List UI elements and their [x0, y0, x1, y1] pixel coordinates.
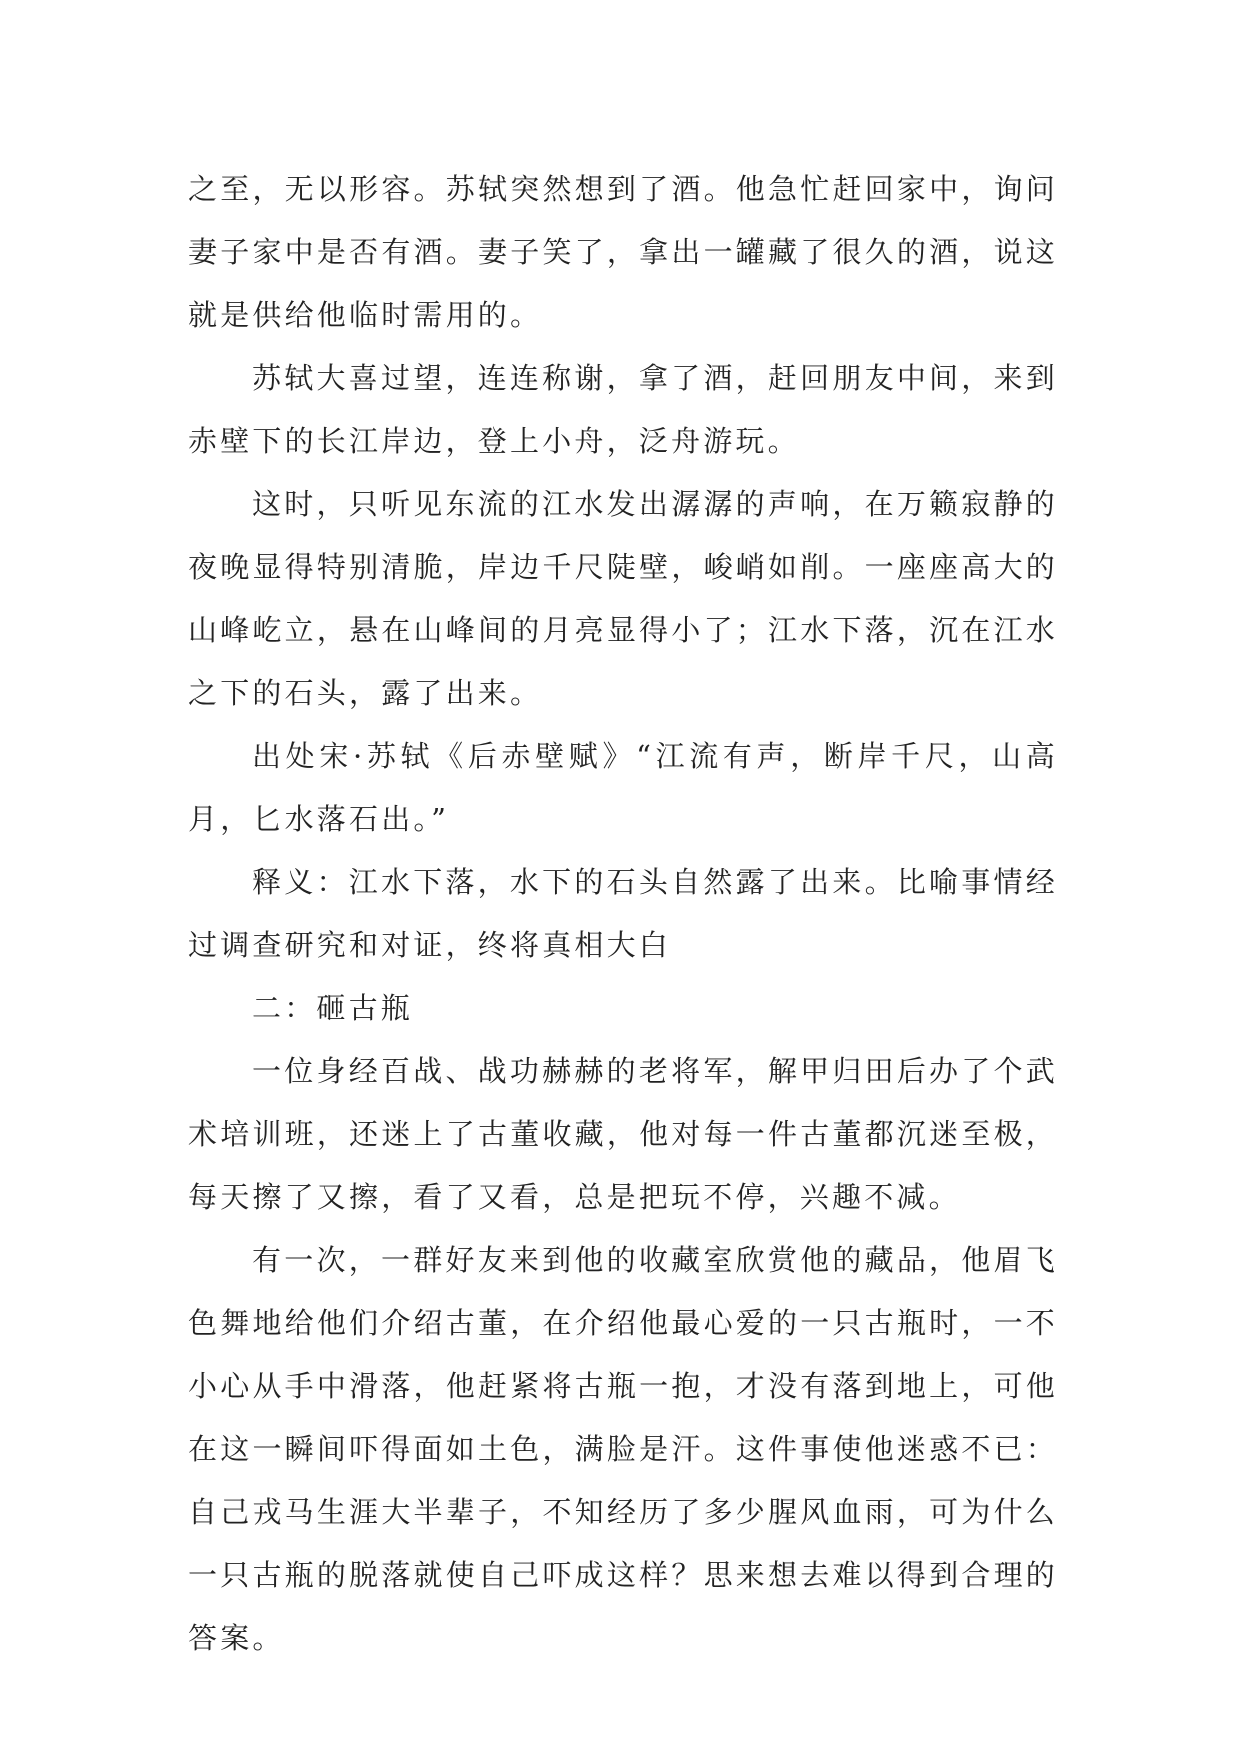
section-heading: 二：砸古瓶 [252, 991, 414, 1025]
document-body [188, 158, 1058, 1670]
paragraph-5-definition: 释义：江水下落，水下的石头自然露了出来。比喻事情经过调查研究和对证，终将真相大白 [188, 865, 1058, 962]
paragraph-4-source: 出处宋·苏轼《后赤壁赋》“江流有声，断岸千尺，山高月，匕水落石出。” [188, 739, 1058, 836]
paragraph-8: 有一次，一群好友来到他的收藏室欣赏他的藏品，他眉飞色舞地给他们介绍古董，在介绍他最心爱的一只古瓶时，一不小心从手中滑落，他赶紧将古瓶一抱，才没有落到地上，可他在这一瞬间吓得面如土色，满脸是汗。这件事使他迷惑不已：自己戎马生涯大半辈子，不知经历了多少腥风血雨，可为什么一只古瓶的脱落就使自己吓成这样？思来想去难以得到合理的答案。 [188, 1243, 1058, 1655]
paragraph-1: 之至，无以形容。苏轼突然想到了酒。他急忙赶回家中，询问妻子家中是否有酒。妻子笑了，拿出一罐藏了很久的酒，说这就是供给他临时需用的。 [188, 172, 1058, 332]
paragraph-3: 这时，只听见东流的江水发出潺潺的声响，在万籁寂静的夜晚显得特别清脆，岸边千尺陡壁，峻峭如削。一座座高大的山峰屹立，悬在山峰间的月亮显得小了；江水下落，沉在江水之下的石头，露了出来。 [188, 487, 1058, 710]
paragraph-7: 一位身经百战、战功赫赫的老将军，解甲归田后办了个武术培训班，还迷上了古董收藏，他对每一件古董都沉迷至极，每天擦了又擦，看了又看，总是把玩不停，兴趣不减。 [188, 1054, 1058, 1214]
paragraph-2: 苏轼大喜过望，连连称谢，拿了酒，赶回朋友中间，来到赤壁下的长江岸边，登上小舟，泛舟游玩。 [188, 361, 1058, 458]
